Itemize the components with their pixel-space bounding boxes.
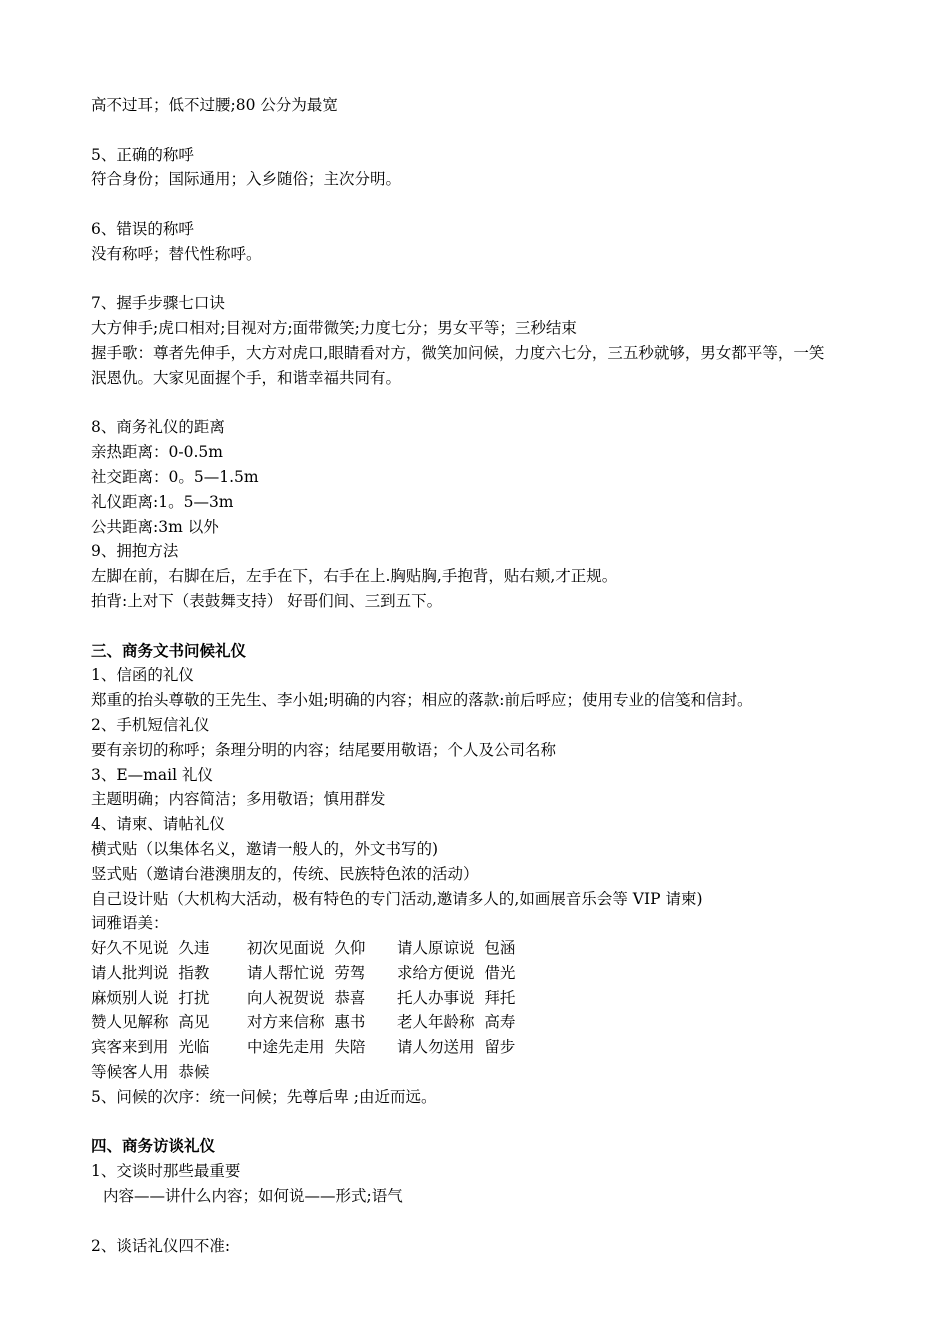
section-item-heading: 2、谈话礼仪四不准: <box>91 1236 231 1255</box>
text-line: 横式贴（以集体名义，邀请一般人的，外文书写的) <box>91 839 439 858</box>
text-line: 大方伸手;虎口相对;目视对方;面带微笑;力度七分；男女平等；三秒结束 <box>91 319 577 338</box>
idiom-cell: 宾客来到用 光临 <box>91 1038 210 1057</box>
text-line: 要有亲切的称呼；条理分明的内容；结尾要用敬语；个人及公司名称 <box>91 740 557 759</box>
idiom-cell: 请人勿送用 留步 <box>397 1038 516 1057</box>
text-line: 握手歌：尊者先伸手，大方对虎口,眼睛看对方，微笑加问候，力度六七分，三五秒就够，男女都平等，一笑 <box>91 343 825 362</box>
idiom-cell: 求给方便说 借光 <box>397 963 516 982</box>
text-line: 郑重的抬头尊敬的王先生、李小姐;明确的内容；相应的落款:前后呼应；使用专业的信笺和信封。 <box>91 691 753 710</box>
idiom-cell: 初次见面说 久仰 <box>247 939 366 958</box>
text-line: 高不过耳；低不过腰;80 公分为最宽 <box>91 96 338 114</box>
section-item-heading: 5、正确的称呼 <box>91 145 194 164</box>
idiom-cell: 托人办事说 拜托 <box>397 988 516 1007</box>
idiom-cell: 对方来信称 惠书 <box>247 1013 366 1032</box>
text-line: 泯恩仇。大家见面握个手，和谐幸福共同有。 <box>91 368 402 387</box>
idiom-row <box>91 936 891 961</box>
idiom-cell: 赞人见解称 高见 <box>91 1013 210 1032</box>
idiom-table <box>91 936 891 1085</box>
idiom-cell <box>397 1060 597 1085</box>
section-item-heading: 2、手机短信礼仪 <box>91 715 210 734</box>
text-line: 内容——讲什么内容；如何说——形式;语气 <box>103 1187 403 1206</box>
text-line: 没有称呼；替代性称呼。 <box>91 244 262 263</box>
idiom-cell: 中途先走用 失陪 <box>247 1038 366 1057</box>
idiom-row <box>91 1035 891 1060</box>
idiom-cell: 麻烦别人说 打扰 <box>91 988 210 1007</box>
text-line: 社交距离：0。5—1.5m <box>91 467 259 486</box>
idiom-cell: 请人原谅说 包涵 <box>397 939 516 958</box>
blank-line <box>91 267 891 292</box>
section-item-heading: 1、信函的礼仪 <box>91 666 194 685</box>
section-heading: 四、商务访谈礼仪 <box>91 1136 216 1156</box>
section-item-heading: 9、拥抱方法 <box>91 542 179 561</box>
section-heading: 三、商务文书问候礼仪 <box>91 640 247 660</box>
idiom-cell: 请人批判说 指教 <box>91 963 210 982</box>
idiom-row <box>91 961 891 986</box>
idiom-cell <box>247 1060 397 1085</box>
idiom-row <box>91 1010 891 1035</box>
text-line: 符合身份；国际通用；入乡随俗；主次分明。 <box>91 170 402 189</box>
blank-line <box>91 1209 891 1234</box>
idiom-cell: 向人祝贺说 恭喜 <box>247 988 366 1007</box>
blank-line <box>91 614 891 639</box>
blank-line <box>91 391 891 416</box>
section-item-heading: 7、握手步骤七口诀 <box>91 294 225 313</box>
section-item-heading: 4、请柬、请帖礼仪 <box>91 815 225 834</box>
blank-line <box>91 1110 891 1135</box>
idiom-cell: 等候客人用 恭候 <box>91 1063 210 1082</box>
text-line: 竖式贴（邀请台港澳朋友的，传统、民族特色浓的活动） <box>91 864 479 883</box>
blank-line <box>91 118 891 143</box>
text-line: 拍背:上对下（表鼓舞支持） 好哥们间、三到五下。 <box>91 591 443 610</box>
idiom-cell: 请人帮忙说 劳驾 <box>247 963 366 982</box>
text-line: 礼仪距离:1。5—3m <box>91 492 234 511</box>
section-item-heading: 5、问候的次序：统一问候；先尊后卑 ;由近而远。 <box>91 1087 437 1106</box>
blank-line <box>91 192 891 217</box>
text-line: 亲热距离：0-0.5m <box>91 443 223 462</box>
idiom-row <box>91 986 891 1011</box>
section-item-heading: 6、错误的称呼 <box>91 219 194 238</box>
section-item-heading: 3、E—mail 礼仪 <box>91 765 213 784</box>
idiom-row <box>91 1060 891 1085</box>
text-line: 自己设计贴（大机构大活动，极有特色的专门活动,邀请多人的,如画展音乐会等 VIP 请柬) <box>91 889 703 908</box>
section-item-heading: 8、商务礼仪的距离 <box>91 418 225 437</box>
idiom-cell: 老人年龄称 高寿 <box>397 1013 516 1032</box>
section-item-heading: 1、交谈时那些最重要 <box>91 1162 241 1181</box>
text-line: 词雅语美： <box>91 914 169 933</box>
idiom-cell: 好久不见说 久违 <box>91 939 210 958</box>
text-line: 左脚在前，右脚在后，左手在下，右手在上.胸贴胸,手抱背，贴右颊,才正规。 <box>91 567 618 586</box>
text-line: 主题明确；内容简洁；多用敬语；慎用群发 <box>91 790 386 809</box>
document-page <box>91 93 891 1258</box>
text-line: 公共距离:3m 以外 <box>91 517 219 536</box>
